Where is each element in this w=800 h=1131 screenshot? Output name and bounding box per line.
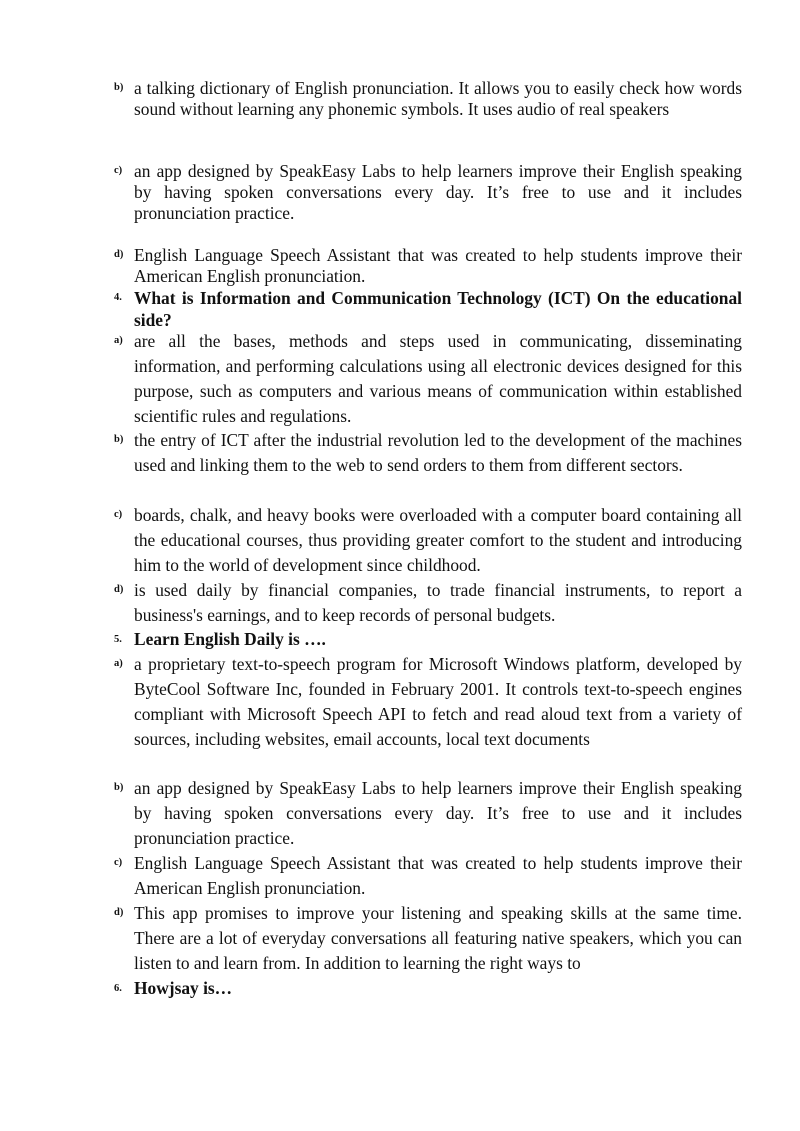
option-text: a talking dictionary of English pronunciation. It allows you to easily check how words sound without learning any phonemic symbols. It uses audio of real speakers <box>134 78 742 119</box>
question-number: 6. <box>114 983 122 994</box>
question-number: 4. <box>114 292 122 303</box>
option-marker: d) <box>114 907 124 918</box>
option-text: boards, chalk, and heavy books were overloaded with a computer board containing all the educational courses, thus providing greater comfort to the student and introducing him to the world of development since childhood. <box>134 505 742 575</box>
option-marker: b) <box>114 782 124 793</box>
question-text: Learn English Daily is …. <box>134 629 326 649</box>
question-text: Howjsay is… <box>134 978 233 998</box>
option-marker: d) <box>114 584 124 595</box>
option-text: English Language Speech Assistant that was created to help students improve their American English pronunciation. <box>134 853 742 898</box>
option-text: are all the bases, methods and steps used in communicating, disseminating information, and performing calculations using all electronic devices designed for this purpose, such as computers and various means of communication within established scientific rules and regulations. <box>134 331 742 426</box>
option-text: This app promises to improve your listening and speaking skills at the same time. There are a lot of everyday conversations all featuring native speakers, which you can listen to and learn from. In addition to learning the right ways to <box>134 903 742 973</box>
option-text: an app designed by SpeakEasy Labs to help learners improve their English speaking by having spoken conversations every day. It’s free to use and it includes pronunciation practice. <box>134 778 742 848</box>
option-text: the entry of ICT after the industrial revolution led to the development of the machines used and linking them to the web to send orders to them from different sectors. <box>134 430 742 475</box>
option-text: is used daily by financial companies, to trade financial instruments, to report a business's earnings, and to keep records of personal budgets. <box>134 580 742 625</box>
option-text: English Language Speech Assistant that was created to help students improve their American English pronunciation. <box>134 245 742 286</box>
option-text: an app designed by SpeakEasy Labs to help learners improve their English speaking by having spoken conversations every day. It’s free to use and it includes pronunciation practice. <box>134 161 742 223</box>
question-number: 5. <box>114 634 122 645</box>
option-marker: a) <box>114 335 123 346</box>
option-marker: a) <box>114 658 123 669</box>
option-text: a proprietary text-to-speech program for Microsoft Windows platform, developed by ByteCool Software Inc, founded in February 2001. It controls text-to-speech engines compliant with Microsoft Speech API to fetch and read aloud text from a variety of sources, including websites, email accounts, local text documents <box>134 654 742 749</box>
option-marker: c) <box>114 509 123 520</box>
option-marker: c) <box>114 857 123 868</box>
question-text: What is Information and Communication Technology (ICT) On the educational side? <box>134 288 742 330</box>
option-marker: c) <box>114 165 123 176</box>
option-marker: b) <box>114 82 124 93</box>
option-marker: d) <box>114 249 124 260</box>
option-marker: b) <box>114 434 124 445</box>
